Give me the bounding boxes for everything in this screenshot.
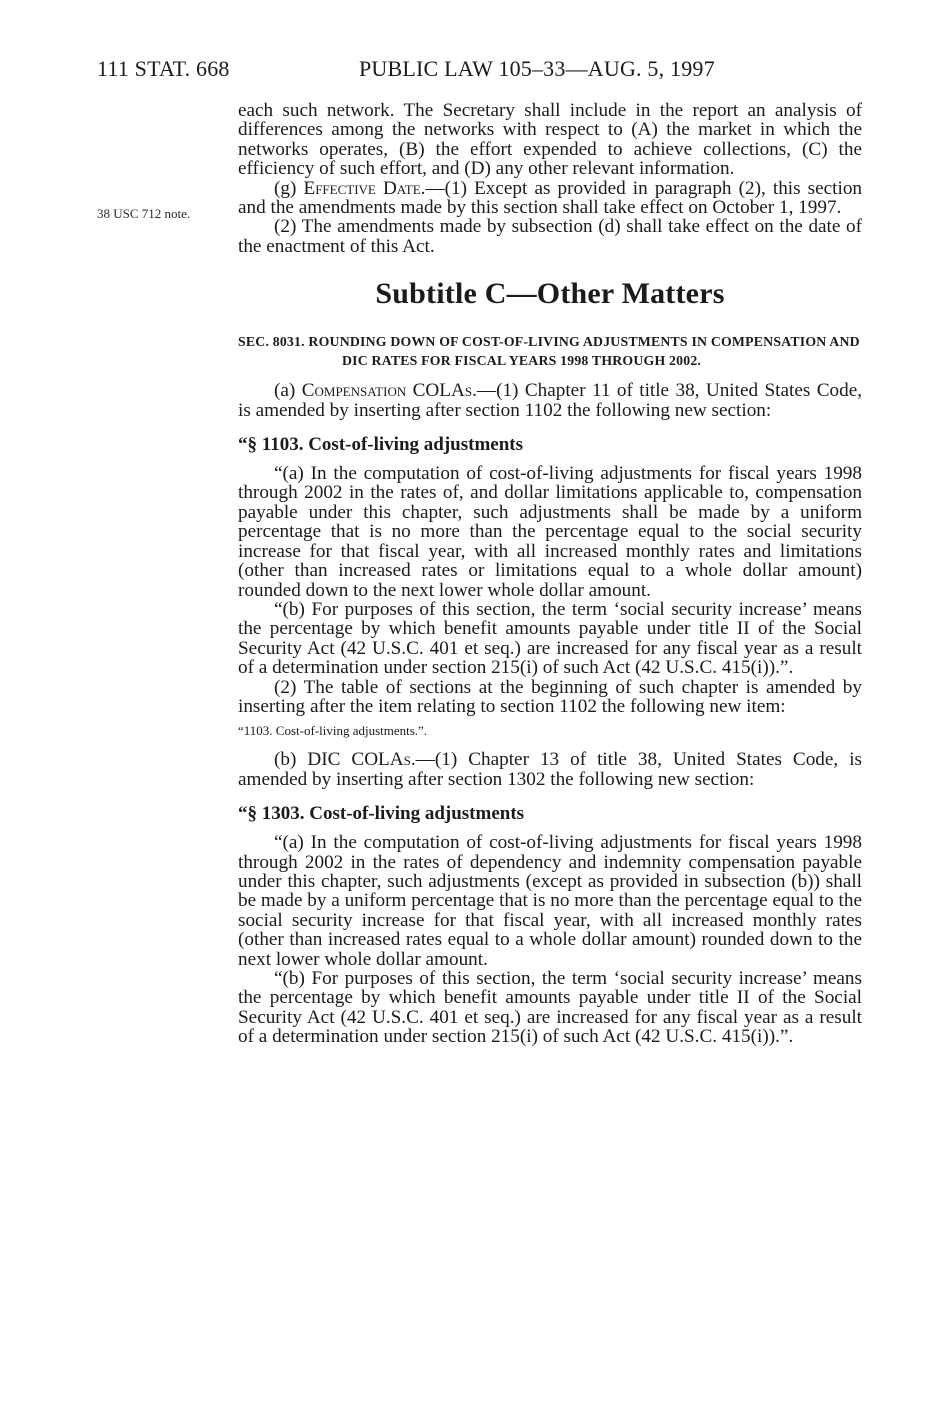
subsection-a-lead: (a) — [274, 380, 302, 402]
subsection-g-caption: Effective Date — [303, 177, 421, 199]
subtitle-heading: Subtitle C—Other Matters — [375, 277, 725, 311]
page-header — [97, 56, 857, 86]
subsection-a-paragraph-2: (2) The table of sections at the beginning of such chapter is amended by inserting after the item relating to section 1102 the following new item: — [238, 676, 862, 717]
section-1303-para-b: “(b) For purposes of this section, the term ‘social security increase’ means the percentage by which benefit amounts payable under title II of the Social Security Act (42 U.S.C. 401 et seq.) are increased for any fiscal year as a result of a determination under section 215(i) of such Act (42 U.S.C. 415(i)).”. — [238, 968, 862, 1048]
subsection-g — [238, 179, 862, 218]
subsection-b-lead: (b) DIC — [274, 749, 352, 771]
paragraph-continuation: each such network. The Secretary shall include in the report an analysis of differences among the networks with respect to (A) the market in which the networks operates, (B) the effort expended to achieve collections, (C) the efficiency of such effort, and (D) any other relevant information. — [238, 100, 862, 180]
body-text — [238, 101, 862, 1047]
section-1303-title: “§ 1303. Cost-of-living adjustments — [238, 803, 525, 825]
subsection-g-paragraph-2: (2) The amendments made by subsection (d) shall take effect on the date of the enactment of this Act. — [238, 216, 862, 257]
subsection-a-caption: Compensation COLAs — [301, 380, 473, 402]
subsection-g-lead: (g) — [274, 177, 304, 199]
margin-note: 38 USC 712 note. — [97, 206, 191, 221]
page-number: 111 STAT. 668 — [97, 56, 230, 81]
section-1103-title: “§ 1103. Cost-of-living adjustments — [238, 434, 524, 456]
section-1103-para-b: “(b) For purposes of this section, the term ‘social security increase’ means the percentage by which benefit amounts payable under title II of the Social Security Act (42 U.S.C. 401 et seq.) are increased for any fiscal year as a result of a determination under section 215(i) of such Act (42 U.S.C. 415(i)).”. — [238, 598, 862, 679]
subsection-b-text: .—(1) Chapter 13 of title 38, United States Code, is amended by inserting after section 1302 the following new section: — [238, 749, 863, 790]
subsection-a — [238, 381, 862, 420]
section-1103-para-a: “(a) In the computation of cost-of-living adjustments for fiscal years 1998 through 2002 in the rates of, and dollar limitations applicable to, compensation payable under this chapter, such adjustments shall be made by a uniform percentage that is no more than the percentage equal to the social security increase for that fiscal year, with all increased monthly rates and limitations (other than increased rates or limitations equal to a whole dollar amount) rounded down to the next lower whole dollar amount. — [238, 463, 862, 601]
subsection-b-caption: COLAs — [351, 749, 411, 771]
subsection-b — [238, 750, 862, 789]
table-of-sections-item: “1103. Cost-of-living adjustments.”. — [238, 723, 428, 739]
subsection-a-text: .—(1) Chapter 11 of title 38, United States Code, is amended by inserting after section 1102 the following new section: — [238, 380, 863, 421]
subsection-g-text: .—(1) Except as provided in paragraph (2), this section and the amendments made by this section shall take effect on October 1, 1997. — [238, 177, 863, 219]
section-1303-para-a: “(a) In the computation of cost-of-living adjustments for fiscal years 1998 through 2002 in the rates of dependency and indemnity compensation payable under this chapter, such adjustments (except as provided in subsection (b)) shall be made by a uniform percentage that is no more than the percentage equal to the social security increase for that fiscal year, with all increased monthly rates (other than increased rates equal to a whole dollar amount) rounded down to the next lower whole dollar amount. — [238, 832, 862, 970]
section-heading: SEC. 8031. ROUNDING DOWN OF COST-OF-LIVING ADJUSTMENTS IN COMPENSATION AND DIC RATES FOR FISCAL YEARS 1998 THROUGH 2002. — [238, 334, 860, 368]
running-head: PUBLIC LAW 105–33—AUG. 5, 1997 — [359, 56, 715, 81]
